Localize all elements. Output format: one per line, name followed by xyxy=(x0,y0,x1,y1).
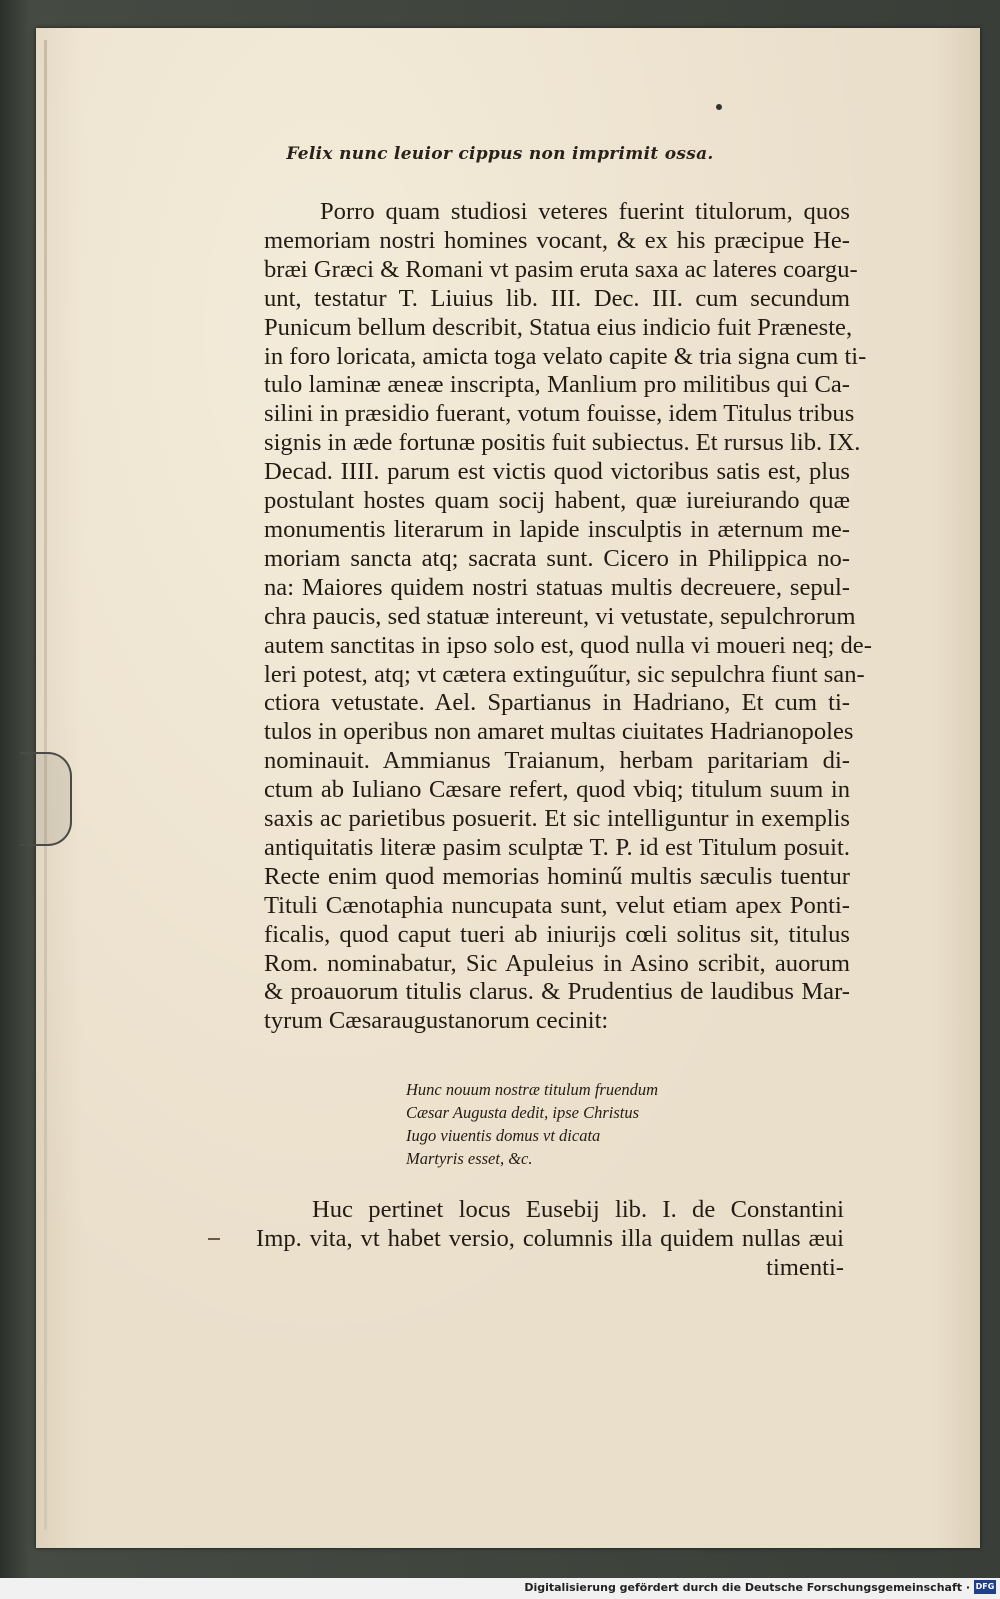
text-line: Imp. vita, vt habet versio, columnis illa quidem nullas æui xyxy=(256,1224,844,1252)
text-line: silini in præsidio fuerant, votum fouisse, idem Titulus tribus xyxy=(264,400,855,428)
text-line: leri potest, atq; vt cætera extinguűtur, sic sepulchra fiunt san- xyxy=(264,660,865,688)
text-line: chra paucis, sed statuæ intereunt, vi vetustate, sepulchrorum xyxy=(264,602,856,630)
dfg-logo: DFG xyxy=(974,1580,996,1594)
text-line: postulant hostes quam socij habent, quæ iureiurando quæ xyxy=(264,487,850,515)
text-line: tulo laminæ æneæ inscripta, Manlium pro militibus qui Ca- xyxy=(264,371,850,399)
text-line: moriam sancta atq; sacrata sunt. Cicero in Philippica no- xyxy=(264,544,850,572)
text-line: ficalis, quod caput tueri ab iniurijs cœli solitus sit, titulus xyxy=(264,920,850,948)
verse-line: Cæsar Augusta dedit, ipse Christus xyxy=(406,1103,640,1122)
text-line: Recte enim quod memorias hominű multis sæculis tuentur xyxy=(264,862,850,890)
verse-line: Iugo viuentis domus vt dicata xyxy=(406,1126,601,1145)
text-line: Rom. nominabatur, Sic Apuleius in Asino scribit, auorum xyxy=(264,949,850,977)
funding-credit: Digitalisierung gefördert durch die Deutsche Forschungsgemeinschaft · xyxy=(524,1581,970,1594)
text-line: in foro loricata, amicta toga velato capite & tria signa cum ti- xyxy=(264,342,867,370)
text-line: Punicum bellum describit, Statua eius indicio fuit Præneste, xyxy=(264,313,853,341)
verse-line: Hunc nouum nostræ titulum fruendum xyxy=(406,1080,659,1099)
main-paragraph xyxy=(264,198,872,1036)
text-line: Decad. IIII. parum est victis quod victoribus satis est, plus xyxy=(264,458,850,486)
text-line: Huc pertinet locus Eusebij lib. I. de Constantini xyxy=(312,1196,844,1223)
text-line: monumentis literarum in lapide insculptis in æternum me- xyxy=(264,515,850,543)
text-line: nominauit. Ammianus Traianum, herbam paritariam di- xyxy=(264,747,850,775)
text-line: & proauorum titulis clarus. & Prudentius de laudibus Mar- xyxy=(264,978,850,1006)
ink-dot xyxy=(716,104,722,110)
closing-paragraph xyxy=(256,1196,844,1283)
text-line: Porro quam studiosi veteres fuerint titulorum, quos xyxy=(320,198,850,225)
running-head: Felix nunc leuior cippus non imprimit ossa. xyxy=(286,144,714,164)
paper-clip xyxy=(20,752,72,846)
text-line: Tituli Cænotaphia nuncupata sunt, velut etiam apex Ponti- xyxy=(264,891,850,919)
verse-line: Martyris esset, &c. xyxy=(406,1149,533,1168)
text-line: unt, testatur T. Liuius lib. III. Dec. III. cum secundum xyxy=(264,284,850,312)
text-line: ctum ab Iuliano Cæsare refert, quod vbiq; titulum suum in xyxy=(264,776,850,804)
text-line: memoriam nostri homines vocant, & ex his præcipue He- xyxy=(264,226,850,254)
verse-quotation xyxy=(406,1078,766,1170)
text-line: tyrum Cæsaraugustanorum cecinit: xyxy=(264,1007,609,1035)
text-line: saxis ac parietibus posuerit. Et sic intelliguntur in exemplis xyxy=(264,805,850,833)
text-line: antiquitatis literæ pasim sculptæ T. P. id est Titulum posuit. xyxy=(264,833,850,861)
text-line: autem sanctitas in ipso solo est, quod nulla vi moueri neq; de- xyxy=(264,631,872,659)
margin-mark xyxy=(208,1238,220,1240)
catchword: timenti- xyxy=(766,1253,844,1281)
text-line: ctiora vetustate. Ael. Spartianus in Hadriano, Et cum ti- xyxy=(264,689,850,717)
text-line: signis in æde fortunæ positis fuit subiectus. Et rursus lib. IX. xyxy=(264,429,861,457)
text-line: tulos in operibus non amaret multas ciuitates Hadrianopoles xyxy=(264,718,854,746)
text-line: bræi Græci & Romani vt pasim eruta saxa ac lateres coargu- xyxy=(264,255,858,283)
text-line: na: Maiores quidem nostri statuas multis decreuere, sepul- xyxy=(264,573,850,601)
